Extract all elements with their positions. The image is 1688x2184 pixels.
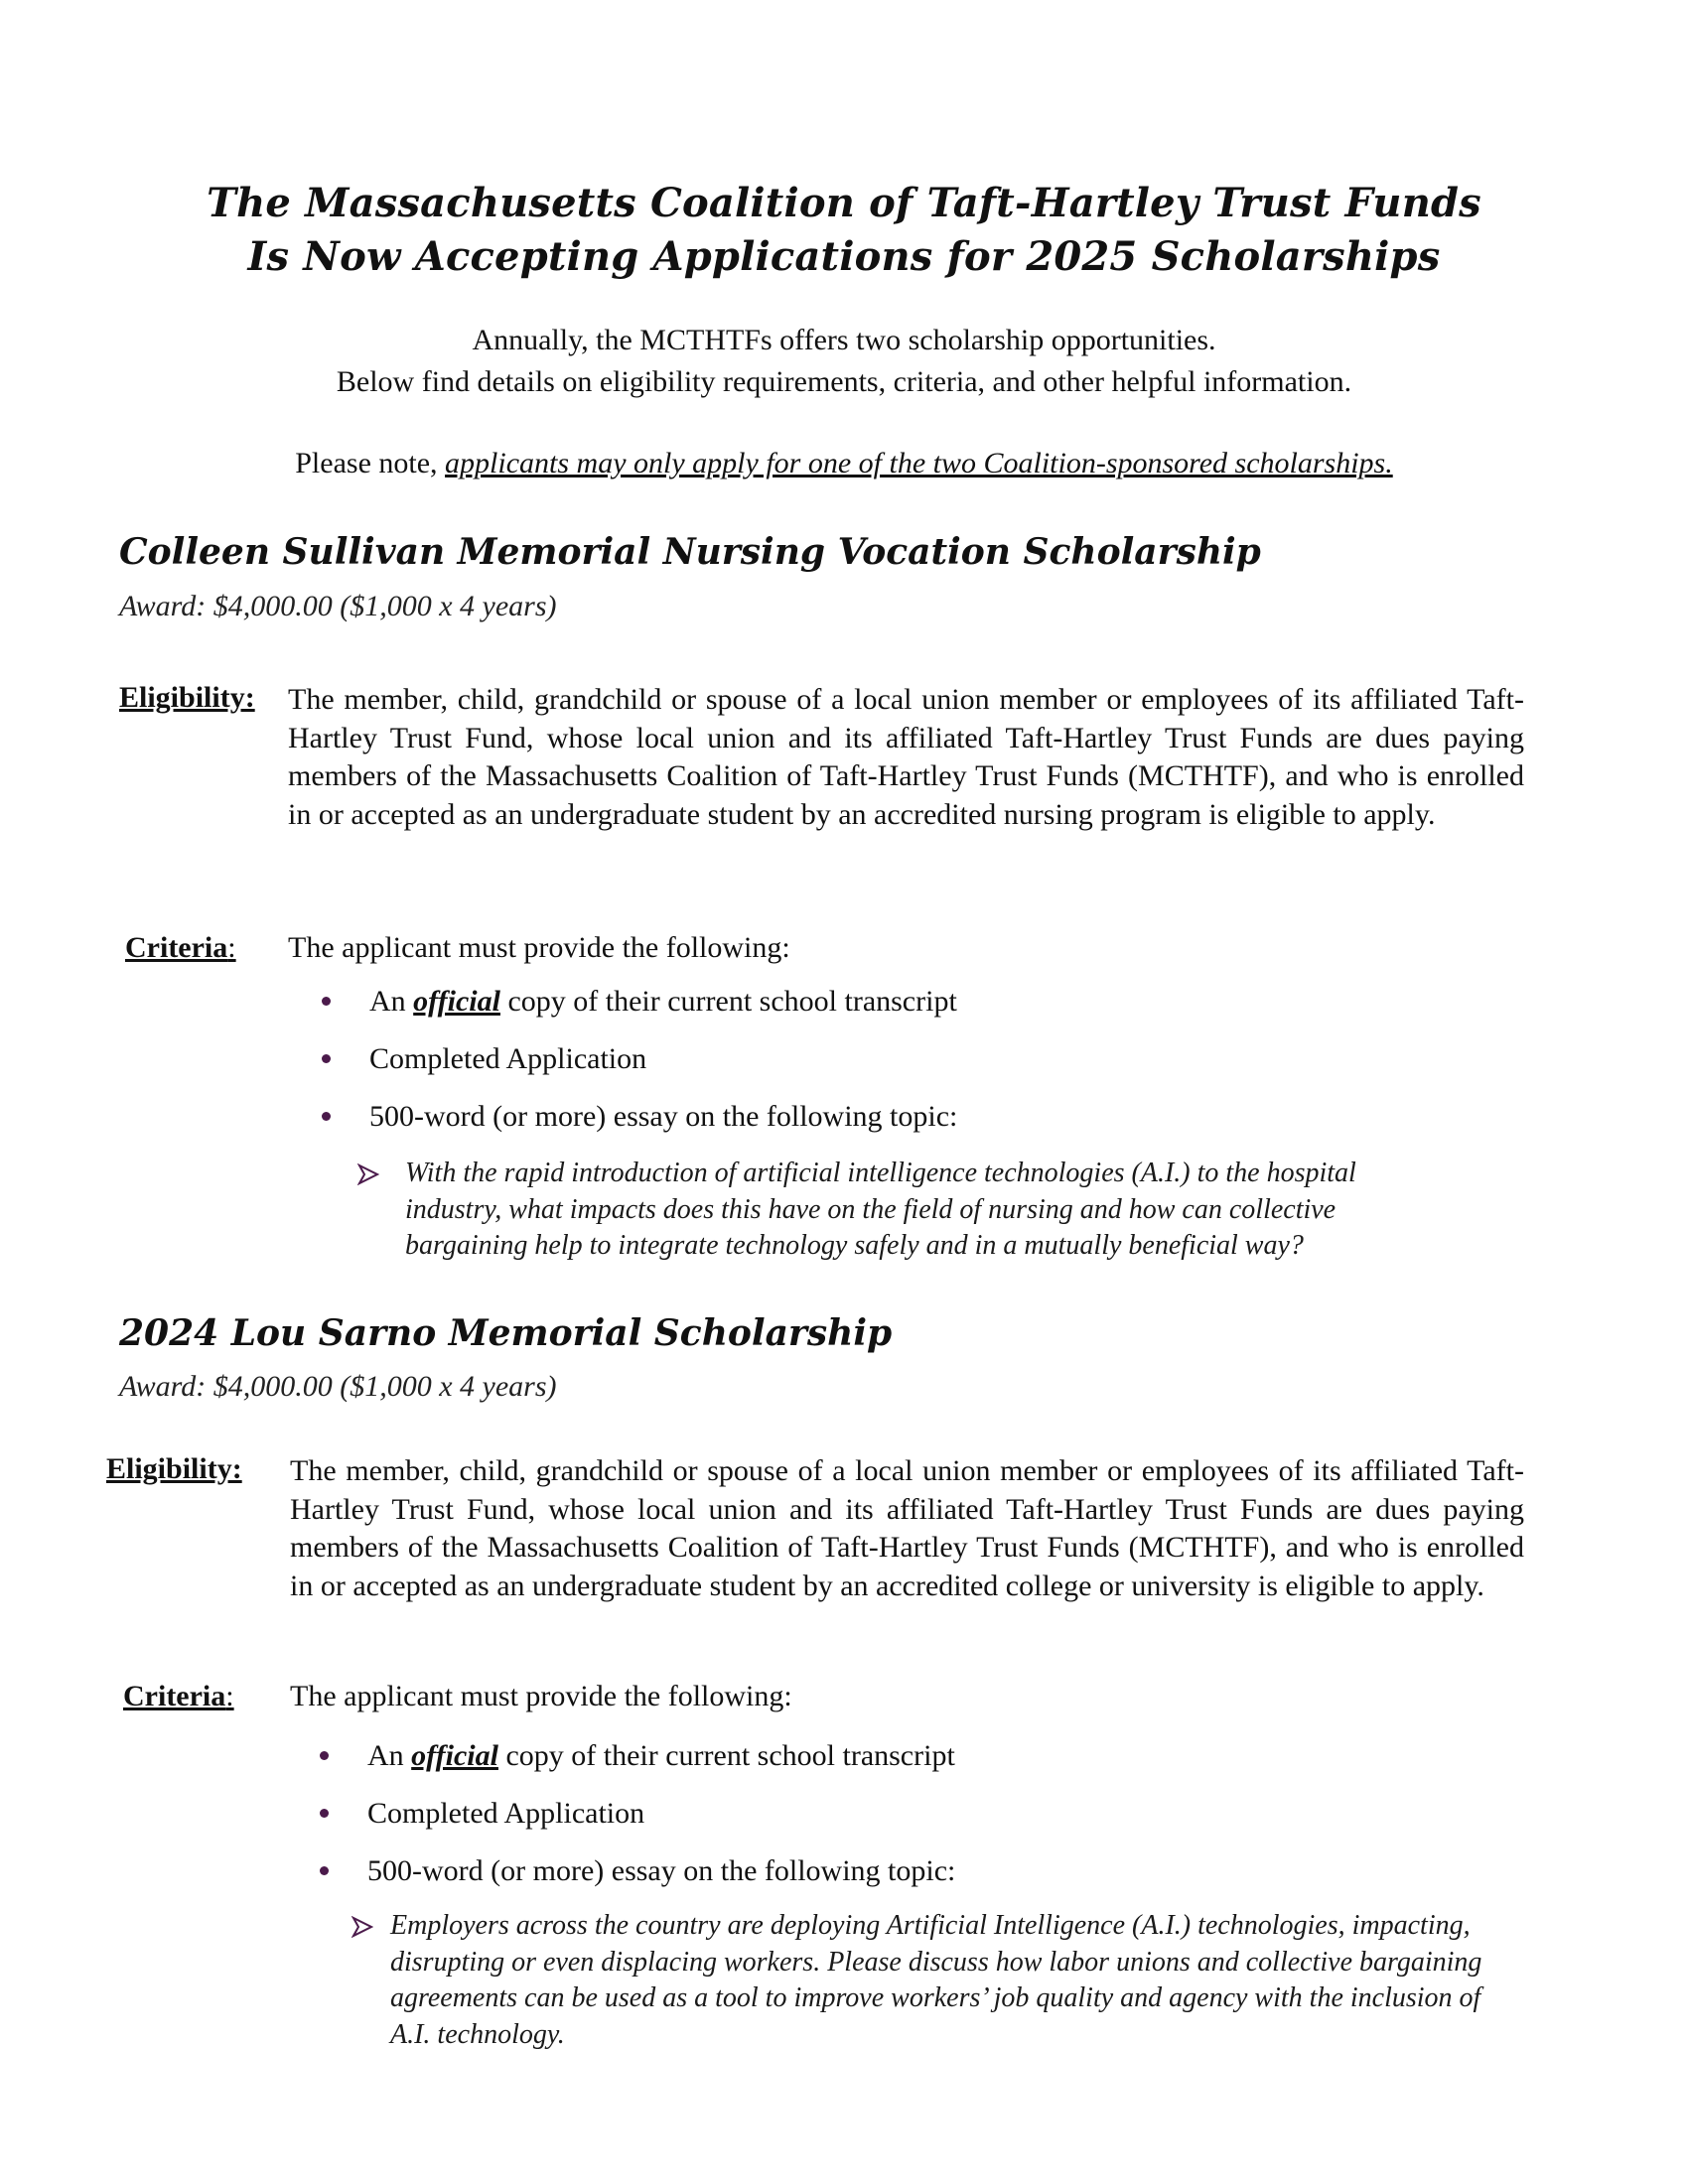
criteria-label <box>125 931 236 965</box>
eligibility-text-nursing <box>288 681 1524 834</box>
official-emphasis: official <box>413 985 500 1018</box>
criteria-label-text: Criteria <box>125 931 228 964</box>
list-item <box>369 1098 957 1156</box>
essay-topic-sarno: Employers across the country are deploying Artificial Intelligence (A.I.) technologies, impacting, disrupting or even displacing workers. Please discuss how labor unions and collective bargaining agreements can be used as a tool to improve workers’ job quality and agency with the inclusion of A.I. technology. <box>390 1910 1482 2050</box>
eligibility-paragraph: The member, child, grandchild or spouse of a local union member or employees of its affiliated Taft-Hartley Trust Fund, whose local union and its affiliated Taft-Hartley Trust Funds are dues paying members of the Massachusetts Coalition of Taft-Hartley Trust Funds (MCTHTF), and who is enrolled in or accepted as an undergraduate student by an accredited college or university is eligible to apply. <box>290 1454 1524 1602</box>
criteria-intro-sarno: The applicant must provide the following: <box>290 1680 792 1712</box>
criteria-intro-nursing: The applicant must provide the following: <box>288 931 790 964</box>
section-title-nursing: Colleen Sullivan Memorial Nursing Vocation Scholarship <box>119 531 1261 573</box>
list-item <box>369 1040 957 1098</box>
award-sarno: Award: $4,000.00 ($1,000 x 4 years) <box>119 1370 557 1403</box>
award-nursing: Award: $4,000.00 ($1,000 x 4 years) <box>119 590 557 622</box>
note-emphasis: applicants may only apply for one of the two Coalition-sponsored scholarships. <box>445 447 1393 479</box>
criteria-label-text: Criteria <box>123 1680 226 1712</box>
bullet-text: 500-word (or more) essay on the following topic: <box>369 1100 958 1133</box>
bullet-text: An <box>367 1739 412 1772</box>
criteria-list-sarno <box>367 1737 955 1910</box>
essay-topic-nursing: With the rapid introduction of artificial intelligence technologies (A.I.) to the hospital industry, what impacts does this have on the field of nursing and how can collective bargaining help to integrate technology safely and in a mutually beneficial way? <box>405 1158 1356 1261</box>
eligibility-paragraph: The member, child, grandchild or spouse of a local union member or employees of its affiliated Taft-Hartley Trust Fund, whose local union and its affiliated Taft-Hartley Trust Funds are dues paying members of the Massachusetts Coalition of Taft-Hartley Trust Funds (MCTHTF), and who is enrolled in or accepted as an undergraduate student by an accredited nursing program is eligible to apply. <box>288 683 1524 831</box>
bullet-dot-icon <box>322 997 331 1006</box>
arrowhead-icon <box>352 1916 373 1938</box>
criteria-colon: : <box>225 1680 234 1712</box>
criteria-label <box>123 1680 234 1713</box>
note-prefix: Please note, <box>295 447 446 479</box>
title-line-2: Is Now Accepting Applications for 2025 Scholarships <box>247 233 1441 280</box>
eligibility-label: Eligibility: <box>119 681 255 714</box>
section-title-sarno: 2024 Lou Sarno Memorial Scholarship <box>119 1312 893 1354</box>
bullet-dot-icon <box>320 1866 329 1875</box>
list-item <box>367 1737 955 1795</box>
bullet-dot-icon <box>322 1054 331 1063</box>
title-line-1: The Massachusetts Coalition of Taft-Hartley Trust Funds <box>207 180 1481 226</box>
list-item <box>367 1795 955 1852</box>
intro-line-1: Annually, the MCTHTFs offers two scholarship opportunities. <box>472 324 1216 356</box>
eligibility-label: Eligibility: <box>106 1452 242 1485</box>
bullet-text: An <box>369 985 414 1018</box>
bullet-dot-icon <box>320 1751 329 1760</box>
list-item <box>369 983 957 1040</box>
bullet-text: Completed Application <box>367 1797 645 1830</box>
bullet-dot-icon <box>322 1112 331 1121</box>
document-title <box>0 177 1688 284</box>
bullet-text: copy of their current school transcript <box>499 985 957 1018</box>
criteria-list-nursing <box>369 983 957 1156</box>
bullet-text: copy of their current school transcript <box>497 1739 955 1772</box>
bullet-text: Completed Application <box>369 1042 647 1075</box>
arrowhead-icon <box>357 1163 379 1185</box>
official-emphasis: official <box>411 1739 498 1772</box>
application-note <box>0 443 1688 484</box>
eligibility-text-sarno <box>290 1452 1524 1605</box>
bullet-text: 500-word (or more) essay on the following topic: <box>367 1854 956 1887</box>
list-item <box>367 1852 955 1910</box>
intro-line-2: Below find details on eligibility requirements, criteria, and other helpful information. <box>336 365 1352 398</box>
criteria-colon: : <box>227 931 236 964</box>
bullet-dot-icon <box>320 1809 329 1818</box>
intro-text <box>0 320 1688 403</box>
